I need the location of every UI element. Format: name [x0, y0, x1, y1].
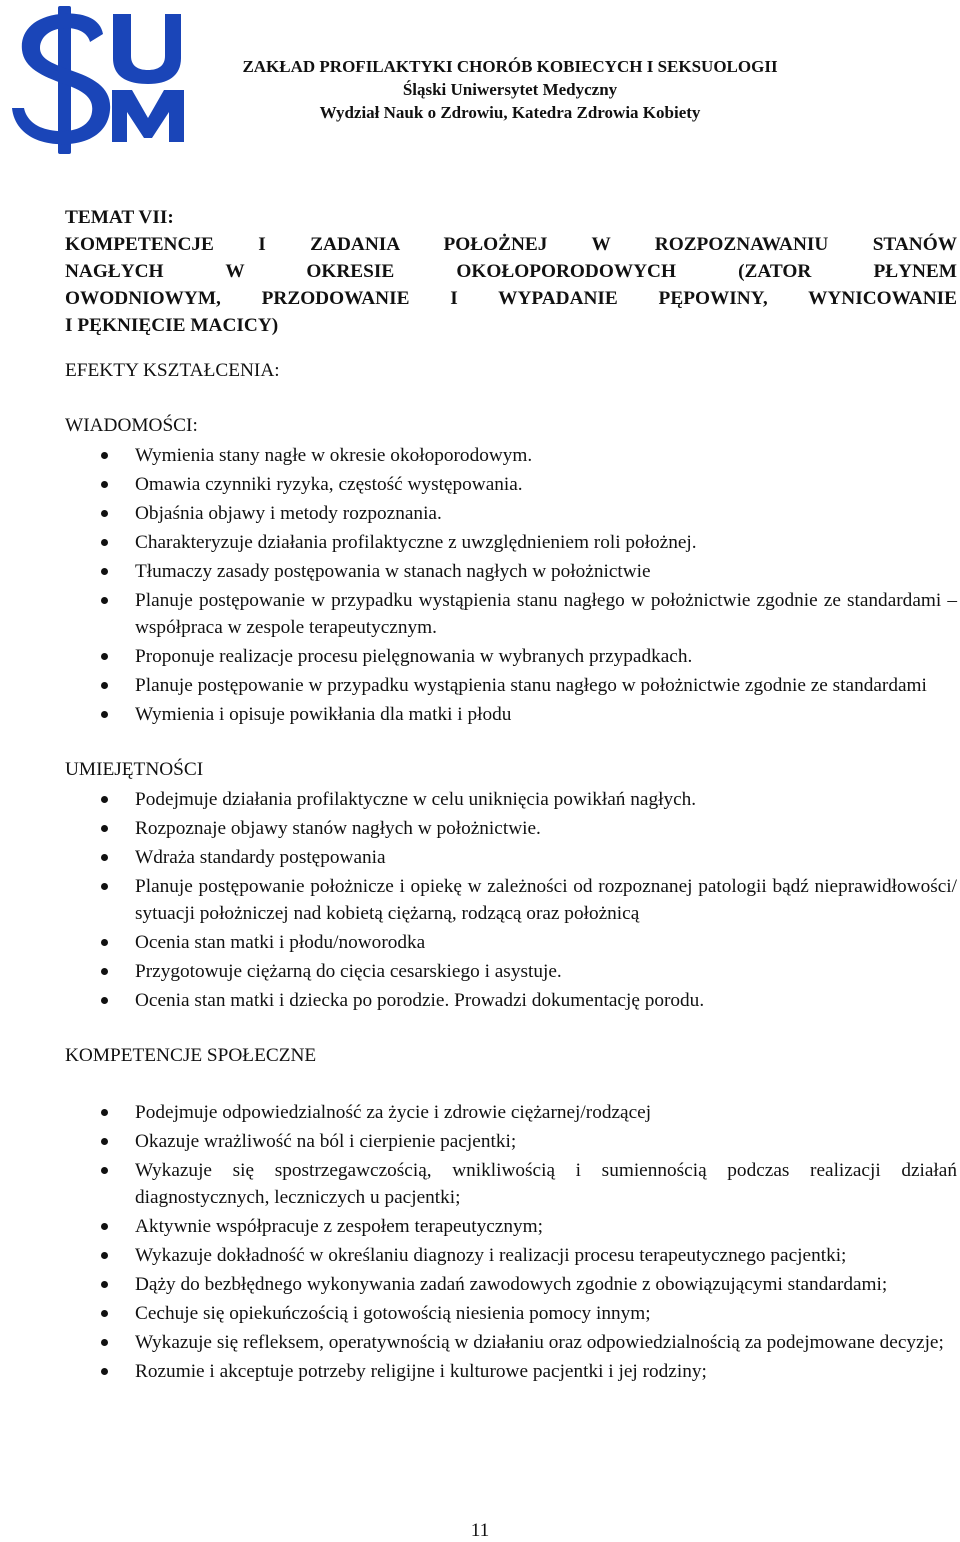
knowledge-heading: WIADOMOŚCI:: [65, 415, 198, 436]
effects-heading: EFEKTY KSZTAŁCENIA:: [65, 360, 280, 381]
social-competences-heading: KOMPETENCJE SPOŁECZNE: [65, 1045, 317, 1066]
social-competences-list: [65, 1099, 957, 1385]
skills-list: [65, 786, 957, 1014]
knowledge-list: [65, 442, 957, 728]
list-item: Wykazuje dokładność w określaniu diagnozy i realizacji procesu terapeutycznego pacjentki;: [65, 1242, 957, 1269]
list-item: Planuje postępowanie w przypadku wystąpienia stanu nagłego w położnictwie zgodnie ze standardami – współpraca w zespole terapeutycznym.: [65, 587, 957, 641]
topic-line-2: NAGŁYCH W OKRESIE OKOŁOPORODOWYCH (ZATOR PŁYNEM: [65, 261, 957, 282]
list-item: Wymienia i opisuje powikłania dla matki i płodu: [65, 701, 957, 728]
list-item: Wymienia stany nagłe w okresie okołoporodowym.: [65, 442, 957, 469]
list-item: Okazuje wrażliwość na ból i cierpienie pacjentki;: [65, 1128, 957, 1155]
topic-line-1: KOMPETENCJE I ZADANIA POŁOŻNEJ W ROZPOZNAWANIU STANÓW: [65, 234, 957, 255]
list-item: Rozumie i akceptuje potrzeby religijne i kulturowe pacjentki i jej rodziny;: [65, 1358, 957, 1385]
list-item: Objaśnia objawy i metody rozpoznania.: [65, 500, 957, 527]
university-name: Śląski Uniwersytet Medyczny: [402, 80, 618, 99]
page-number: 11: [470, 1520, 490, 1541]
list-item: Planuje postępowanie położnicze i opiekę w zależności od rozpoznanej patologii bądź nieprawidłowości/ sytuacji położniczej nad kobietą ciężarną, rodzącą oraz położnicą: [65, 873, 957, 927]
list-item: Wdraża standardy postępowania: [65, 844, 957, 871]
department-name: ZAKŁAD PROFILAKTYKI CHORÓB KOBIECYCH I SEKSUOLOGII: [242, 57, 778, 76]
list-item: Podejmuje odpowiedzialność za życie i zdrowie ciężarnej/rodzącej: [65, 1099, 957, 1126]
list-item: Tłumaczy zasady postępowania w stanach nagłych w położnictwie: [65, 558, 957, 585]
list-item: Dąży do bezbłędnego wykonywania zadań zawodowych zgodnie z obowiązującymi standardami;: [65, 1271, 957, 1298]
list-item: Planuje postępowanie w przypadku wystąpienia stanu nagłego w położnictwie zgodnie ze standardami: [65, 672, 957, 699]
list-item: Ocenia stan matki i dziecka po porodzie. Prowadzi dokumentację porodu.: [65, 987, 957, 1014]
topic-label: TEMAT VII:: [65, 207, 174, 228]
list-item: Wykazuje się spostrzegawczością, wnikliwością i sumiennością podczas realizacji działań diagnostycznych, leczniczych u pacjentki;: [65, 1157, 957, 1211]
institution-header: [200, 55, 820, 124]
document-body: [65, 204, 957, 1385]
faculty-name: Wydział Nauk o Zdrowiu, Katedra Zdrowia Kobiety: [319, 103, 701, 122]
list-item: Wykazuje się refleksem, operatywnością w działaniu oraz odpowiedzialnością za podejmowane decyzje;: [65, 1329, 957, 1356]
skills-heading: UMIEJĘTNOŚCI: [65, 759, 204, 780]
topic-line-4: I PĘKNIĘCIE MACICY): [65, 315, 279, 336]
university-logo: [8, 4, 198, 156]
list-item: Aktywnie współpracuje z zespołem terapeutycznym;: [65, 1213, 957, 1240]
list-item: Przygotowuje ciężarną do cięcia cesarskiego i asystuje.: [65, 958, 957, 985]
topic-line-3: OWODNIOWYM, PRZODOWANIE I WYPADANIE PĘPOWINY, WYNICOWANIE: [65, 288, 957, 309]
list-item: Omawia czynniki ryzyka, częstość występowania.: [65, 471, 957, 498]
list-item: Proponuje realizacje procesu pielęgnowania w wybranych przypadkach.: [65, 643, 957, 670]
list-item: Ocenia stan matki i płodu/noworodka: [65, 929, 957, 956]
list-item: Podejmuje działania profilaktyczne w celu uniknięcia powikłań nagłych.: [65, 786, 957, 813]
list-item: Rozpoznaje objawy stanów nagłych w położnictwie.: [65, 815, 957, 842]
list-item: Charakteryzuje działania profilaktyczne z uwzględnieniem roli położnej.: [65, 529, 957, 556]
list-item: Cechuje się opiekuńczością i gotowością niesienia pomocy innym;: [65, 1300, 957, 1327]
topic-title: [65, 204, 957, 339]
